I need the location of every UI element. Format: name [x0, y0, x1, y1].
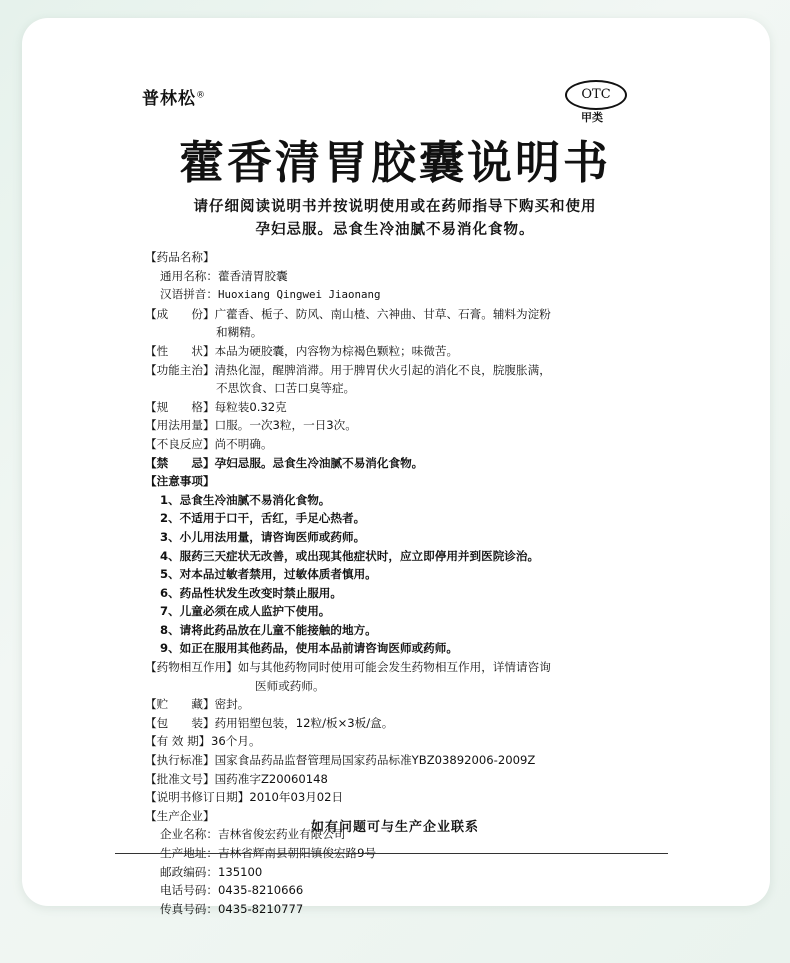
interaction-row: 【药物相互作用】如与其他药物同时使用可能会发生药物相互作用，详情请咨询: [145, 660, 551, 675]
contraindication-row: 【禁 忌】孕妇忌服。忌食生冷油腻不易消化食物。: [145, 455, 424, 470]
warning-line-2: 孕妇忌服。忌食生冷油腻不易消化食物。: [255, 222, 535, 238]
interaction-cont: 医师或药师。: [255, 678, 325, 693]
note-item: 5、对本品过敏者禁用，过敏体质者慎用。: [160, 567, 377, 582]
pinyin-row: 汉语拼音：Huoxiang Qingwei Jiaonang: [160, 287, 381, 302]
drug-name-heading: 【药品名称】: [145, 250, 215, 264]
postcode-row: 邮政编码：135100: [160, 864, 263, 879]
company-row: 企业名称：吉林省俊宏药业有限公司: [160, 827, 346, 842]
storage-row: 【贮 藏】密封。: [145, 697, 250, 712]
indication-row: 【功能主治】清热化湿，醒脾消滞。用于脾胃伏火引起的消化不良，脘腹胀满，: [145, 362, 551, 377]
note-item: 9、如正在服用其他药品，使用本品前请咨询医师或药师。: [160, 641, 458, 656]
common-name-row: 通用名称：藿香清胃胶囊: [160, 268, 288, 283]
page-title: 藿香清胃胶囊说明书: [178, 136, 611, 189]
warning-line-1: 请仔细阅读说明书并按说明使用或在药师指导下购买和使用: [193, 199, 597, 215]
notes-heading: 【注意事项】: [145, 474, 215, 489]
otc-category: 甲类: [581, 111, 603, 124]
note-item: 7、儿童必须在成人监护下使用。: [160, 604, 331, 619]
maker-heading: 【生产企业】: [145, 808, 215, 823]
character-row: 【性 状】本品为硬胶囊，内容物为棕褐色颗粒；味微苦。: [145, 343, 459, 358]
note-item: 2、不适用于口干，舌红，手足心热者。: [160, 511, 366, 526]
phone-row: 电话号码：0435-8210666: [160, 883, 304, 898]
approval-row: 【批准文号】国药准字Z20060148: [145, 771, 328, 786]
address-row: 生产地址：吉林省辉南县朝阳镇俊宏路9号: [160, 846, 377, 860]
validity-row: 【有 效 期】36个月。: [145, 734, 261, 749]
brand-logo: 普林松®: [142, 89, 206, 109]
usage-row: 【用法用量】口服。一次3粒，一日3次。: [145, 418, 357, 433]
note-item: 8、请将此药品放在儿童不能接触的地方。: [160, 622, 377, 637]
ingredients-cont: 和糊精。: [216, 325, 263, 340]
adverse-row: 【不良反应】尚不明确。: [145, 436, 273, 451]
spec-row: 【规 格】每粒装0.32克: [145, 399, 287, 414]
ingredients-row: 【成 份】广藿香、栀子、防风、南山楂、六神曲、甘草、石膏。辅料为淀粉: [145, 306, 551, 321]
fax-row: 传真号码：0435-8210777: [160, 901, 304, 916]
note-item: 6、药品性状发生改变时禁止服用。: [160, 585, 342, 600]
indication-cont: 不思饮食、口苦口臭等症。: [216, 381, 356, 396]
bottom-divider: [115, 853, 668, 854]
revision-row: 【说明书修订日期】2010年03月02日: [145, 790, 344, 805]
footer-note: 如有问题可与生产企业联系: [310, 820, 479, 835]
note-item: 1、忌食生冷油腻不易消化食物。: [160, 492, 331, 507]
note-item: 4、服药三天症状无改善，或出现其他症状时，应立即停用并到医院诊治。: [160, 548, 540, 563]
package-row: 【包 装】药用铝塑包装，12粒/板×3板/盒。: [145, 715, 394, 730]
otc-badge: OTC: [565, 80, 627, 110]
note-item: 3、小儿用法用量，请咨询医师或药师。: [160, 529, 366, 544]
standard-row: 【执行标准】国家食品药品监督管理局国家药品标准YBZ03892006-2009Z: [145, 753, 536, 768]
